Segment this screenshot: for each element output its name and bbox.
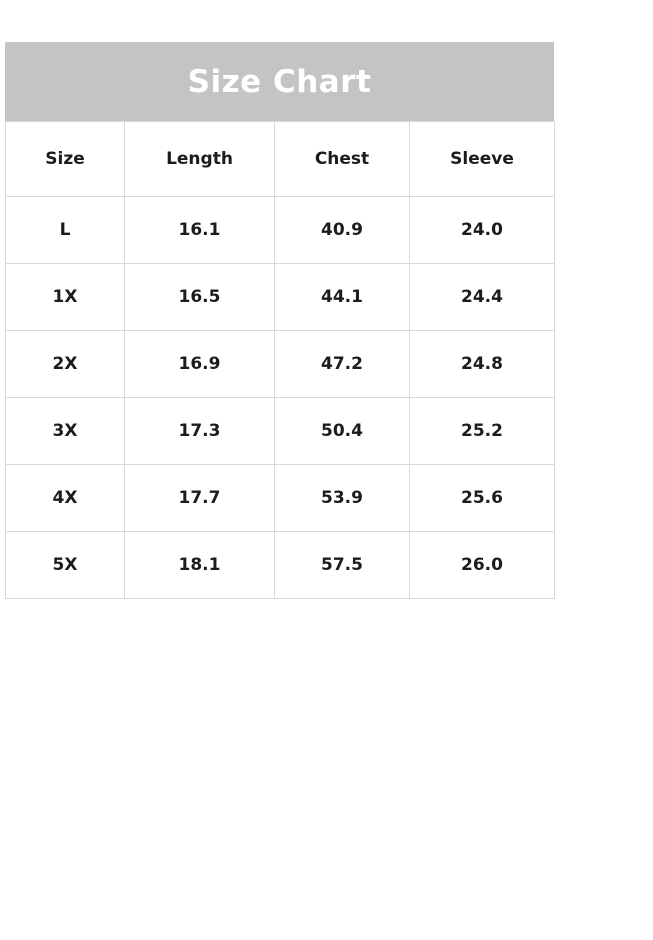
cell-chest: 53.9	[275, 465, 410, 532]
cell-chest: 50.4	[275, 398, 410, 465]
cell-length: 16.1	[125, 197, 275, 264]
table-row	[6, 532, 555, 599]
cell-chest: 47.2	[275, 331, 410, 398]
cell-sleeve: 24.0	[410, 197, 555, 264]
cell-sleeve: 24.4	[410, 264, 555, 331]
column-header-size: Size	[6, 122, 125, 197]
table-row	[6, 398, 555, 465]
cell-sleeve: 26.0	[410, 532, 555, 599]
cell-size: 3X	[6, 398, 125, 465]
cell-size: 2X	[6, 331, 125, 398]
size-chart-container	[5, 42, 554, 599]
cell-sleeve: 25.6	[410, 465, 555, 532]
column-header-sleeve: Sleeve	[410, 122, 555, 197]
cell-sleeve: 24.8	[410, 331, 555, 398]
cell-length: 18.1	[125, 532, 275, 599]
table-row	[6, 197, 555, 264]
table-header-row	[6, 122, 555, 197]
cell-size: 1X	[6, 264, 125, 331]
table-row	[6, 331, 555, 398]
table-row	[6, 465, 555, 532]
column-header-length: Length	[125, 122, 275, 197]
table-header	[6, 122, 555, 197]
cell-size: L	[6, 197, 125, 264]
column-header-chest: Chest	[275, 122, 410, 197]
size-chart-table	[5, 121, 555, 599]
cell-length: 16.5	[125, 264, 275, 331]
cell-length: 17.7	[125, 465, 275, 532]
cell-sleeve: 25.2	[410, 398, 555, 465]
cell-chest: 57.5	[275, 532, 410, 599]
cell-length: 17.3	[125, 398, 275, 465]
cell-size: 4X	[6, 465, 125, 532]
cell-chest: 40.9	[275, 197, 410, 264]
cell-length: 16.9	[125, 331, 275, 398]
cell-size: 5X	[6, 532, 125, 599]
table-body	[6, 197, 555, 599]
cell-chest: 44.1	[275, 264, 410, 331]
table-row	[6, 264, 555, 331]
page-title: Size Chart	[5, 42, 554, 121]
